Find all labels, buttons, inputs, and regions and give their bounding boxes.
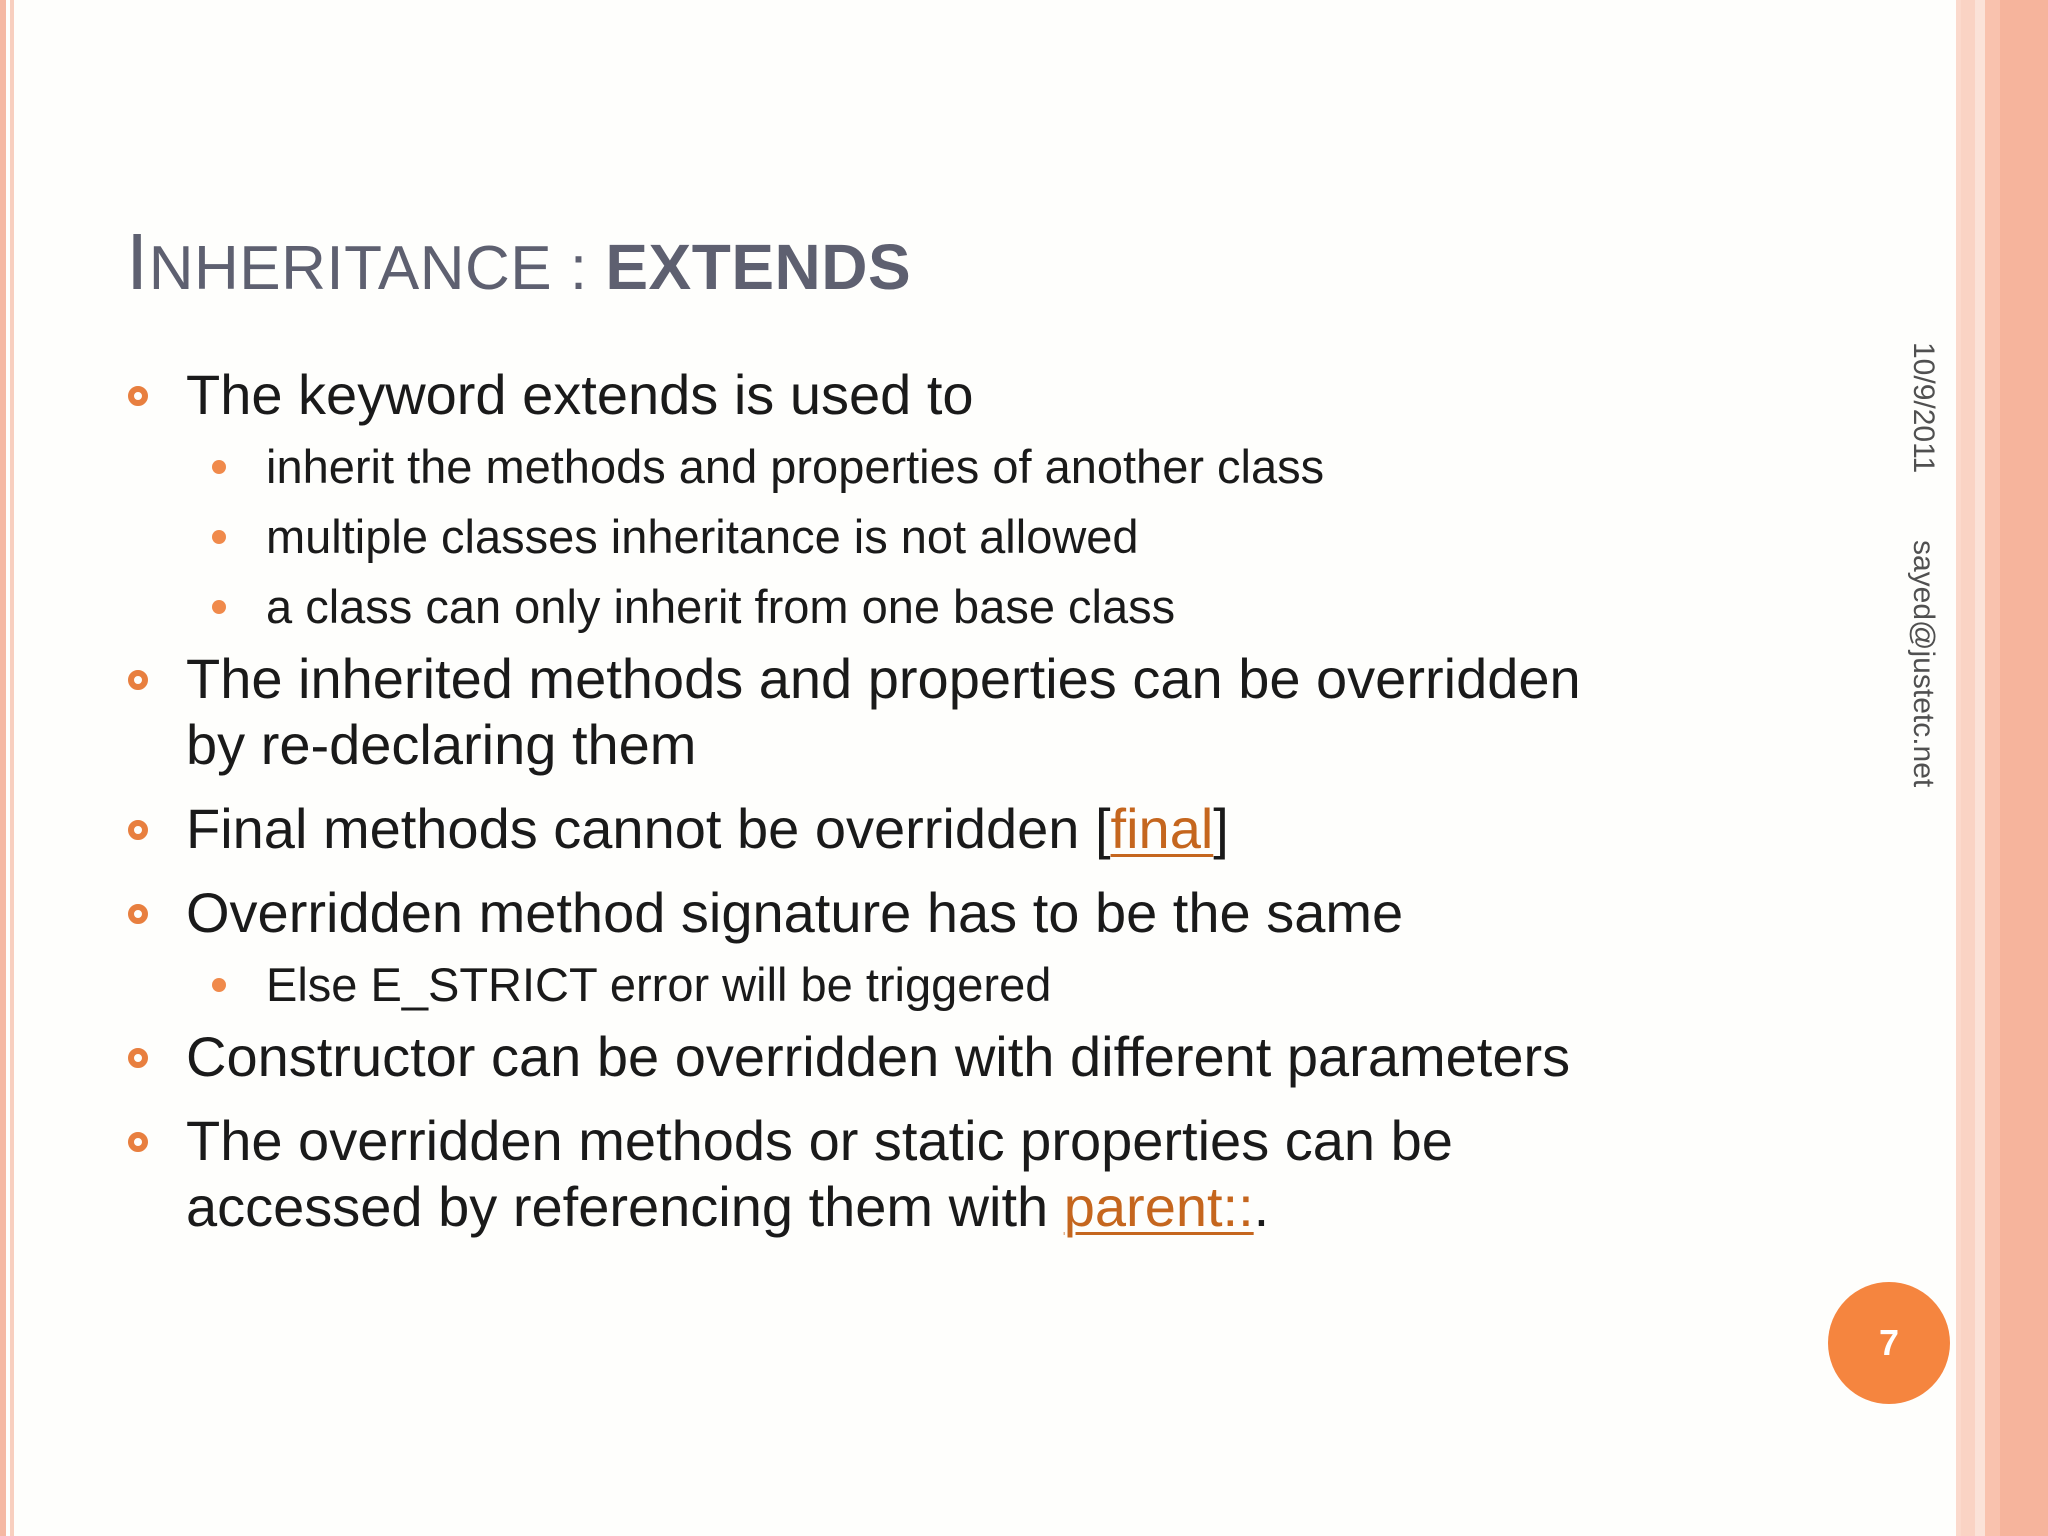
slide-title xyxy=(126,216,911,308)
bullet-text-line2: by re-declaring them xyxy=(186,713,697,776)
bullet-text-line2: accessed by referencing them with xyxy=(186,1175,1064,1238)
title-initial: I xyxy=(126,217,149,306)
dot-bullet-icon xyxy=(212,600,226,614)
sub-bullet-text: inherit the methods and properties of another class xyxy=(266,440,1325,493)
bullet-text-end: ] xyxy=(1213,797,1229,860)
sub-bullet-text: multiple classes inheritance is not allowed xyxy=(266,510,1139,563)
sub-bullet-item xyxy=(126,950,1766,1020)
bullet-text: The keyword extends is used to xyxy=(186,363,974,426)
frame-stripe-left-inner xyxy=(10,0,14,1536)
dot-bullet-icon xyxy=(212,978,226,992)
page-number: 7 xyxy=(1878,1322,1900,1363)
sub-bullet-text: a class can only inherit from one base class xyxy=(266,580,1176,633)
page-number-badge xyxy=(1828,1282,1950,1404)
parent-link[interactable]: parent:: xyxy=(1063,1175,1254,1238)
ring-bullet-icon xyxy=(128,670,148,690)
author-email: sayed@justetc.net xyxy=(1907,540,1940,788)
ring-bullet-icon xyxy=(128,386,148,406)
ring-bullet-icon xyxy=(128,1048,148,1068)
slide-date: 10/9/2011 xyxy=(1907,342,1940,474)
sub-bullet-text: Else E_STRICT error will be triggered xyxy=(266,958,1052,1011)
bullet-item xyxy=(126,1024,1766,1090)
sub-bullet-item xyxy=(126,502,1766,572)
bullet-text-line1: The inherited methods and properties can be overridden xyxy=(186,647,1581,710)
sub-bullet-item xyxy=(126,432,1766,502)
bullet-item xyxy=(126,362,1766,428)
bullet-text: Overridden method signature has to be the same xyxy=(186,881,1404,944)
bullet-text-end: . xyxy=(1253,1175,1270,1238)
dot-bullet-icon xyxy=(212,530,226,544)
bullet-item xyxy=(126,1108,1766,1240)
ring-bullet-icon xyxy=(128,1132,148,1152)
bullet-text-line1: The overridden methods or static properties can be xyxy=(186,1109,1453,1172)
slide-content xyxy=(126,362,1766,1240)
title-rest: NHERITANCE xyxy=(148,234,553,303)
ring-bullet-icon xyxy=(128,904,148,924)
dot-bullet-icon xyxy=(212,460,226,474)
frame-stripe-right xyxy=(1961,0,1975,1536)
frame-stripe-left-outer xyxy=(0,0,6,1536)
frame-stripe-right xyxy=(2000,0,2048,1536)
ring-bullet-icon xyxy=(128,820,148,840)
frame-stripe-right xyxy=(1985,0,2000,1536)
bullet-item xyxy=(126,880,1766,946)
bullet-text: Constructor can be overridden with different parameters xyxy=(186,1025,1571,1088)
bullet-item xyxy=(126,646,1766,778)
frame-stripe-right xyxy=(1975,0,1985,1536)
final-link[interactable]: final xyxy=(1110,797,1214,860)
bullet-item xyxy=(126,796,1766,862)
sub-bullet-item xyxy=(126,572,1766,642)
bullet-text: Final methods cannot be overridden [ xyxy=(186,797,1111,860)
title-separator: : xyxy=(552,234,606,303)
title-keyword: EXTENDS xyxy=(605,231,912,303)
